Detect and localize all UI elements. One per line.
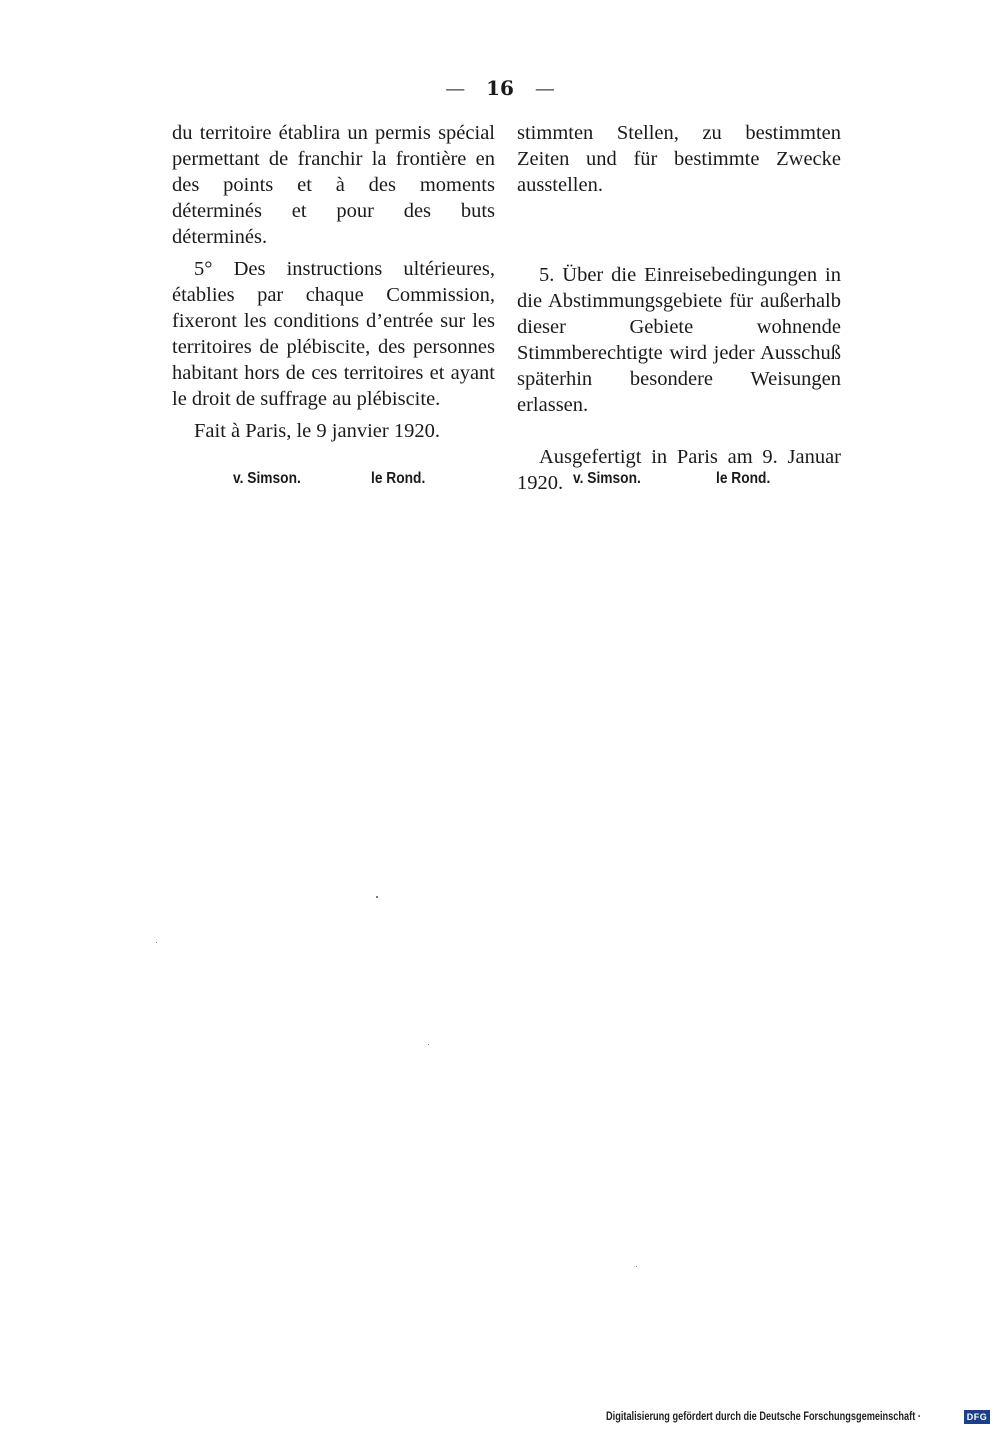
scan-speck [376,896,378,898]
page-number-dash-left: — [445,76,466,100]
signature-german-lerond: le Rond. [716,470,771,487]
signature-german-simson: v. Simson. [573,470,641,487]
scan-speck [428,1044,429,1045]
page-number-dash-right: — [534,76,555,100]
french-paragraph-2: 5° Des instructions ultérieures, établies par chaque Commission, fixeront les conditions d’entrée sur les territoires de plébiscite, des personnes habitant hors de ces territoires et ayant le droit de suffrage au plébiscite. [172,258,495,410]
signature-french-simson: v. Simson. [233,470,301,487]
page-number-line [0,76,1000,100]
german-column [517,120,841,496]
german-closing: Ausgefertigt in Paris am 9. Januar 1920. [517,446,841,494]
dfg-logo-icon: DFG [964,1410,990,1424]
german-paragraph-2: 5. Über die Einreisebedingungen in die Abstimmungsgebiete für außerhalb dieser Gebiete wohnende Stimmberechtigte wird jeder Ausschuß späterhin besondere Weisungen erlassen. [517,264,841,416]
page-number: 16 [486,76,514,100]
scan-speck [636,1266,637,1267]
french-paragraph-1: du territoire établira un permis spécial permettant de franchir la frontière en des points et à des moments déterminés et pour des buts déterminés. [172,122,495,248]
signature-french-lerond: le Rond. [371,470,426,487]
french-closing: Fait à Paris, le 9 janvier 1920. [194,420,440,442]
scan-speck [156,942,157,943]
german-paragraph-1: stimmten Stellen, zu bestimmten Zeiten und für bestimmte Zwecke ausstellen. [517,122,841,196]
digitization-credit: Digitalisierung gefördert durch die Deutsche Forschungsgemeinschaft · [606,1411,921,1423]
french-column [172,120,495,444]
